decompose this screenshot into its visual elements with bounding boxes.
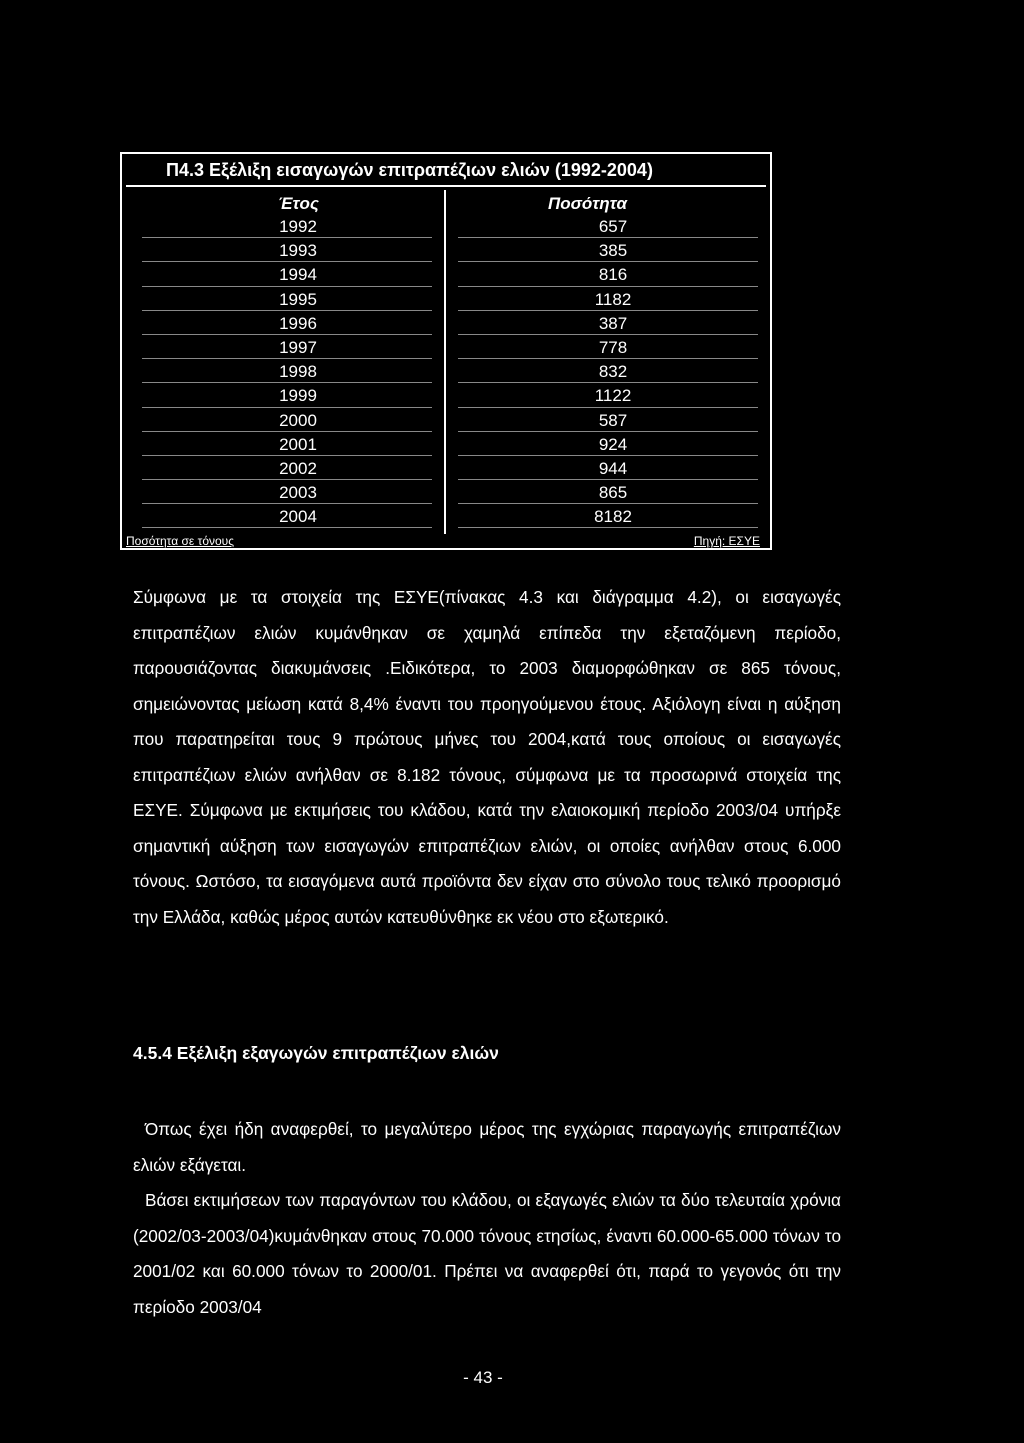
section-heading: 4.5.4 Εξέλιξη εξαγωγών επιτραπέζιων ελιών — [133, 1043, 499, 1063]
paragraph-exports-estimates: Βάσει εκτιμήσεων των παραγόντων του κλάδου, οι εξαγωγές ελιών τα δύο τελευταία χρόνια (2002/03-2003/04)κυμάνθηκαν στους 70.000 τόνους ετησίως, έναντι 60.000-65.000 τόνων το 2001/02 και 60.000 τόνων το 2000/01. Πρέπει να αναφερθεί ότι, παρά το γεγονός ότι την περίοδο 2003/04 — [133, 1190, 841, 1317]
cell-year: 1996 — [279, 313, 317, 333]
table-title: Π4.3 Εξέλιξη εισαγωγών επιτραπέζιων ελιών (1992-2004) — [166, 160, 653, 180]
paragraph-imports: Σύμφωνα με τα στοιχεία της ΕΣΥΕ(πίνακας 4.3 και διάγραμμα 4.2), οι εισαγωγές επιτραπέζιων ελιών κυμάνθηκαν σε χαμηλά επίπεδα την εξεταζόμενη περίοδο, παρουσιάζοντας διακυμάνσεις .Ειδικότερα, το 2003 διαμορφώθηκαν σε 865 τόνους, σημειώνοντας μείωση κατά 8,4% έναντι του προηγούμενου έτους. Αξιόλογη είναι η αύξηση που παρατηρείται τους 9 πρώτους μήνες του 2004,κατά τους οποίους οι εισαγωγές επιτραπέζιων ελιών ανήλθαν σε 8.182 τόνους, σύμφωνα με τα προσωρινά στοιχεία της ΕΣΥΕ. Σύμφωνα με εκτιμήσεις του κλάδου, κατά την ελαιοκομική περίοδο 2003/04 υπήρξε σημαντική αύξηση των εισαγωγών επιτραπέζιων ελιών, οι οποίες ανήλθαν στους 6.000 τόνους. Ωστόσο, τα εισαγόμενα αυτά προϊόντα δεν είχαν στο σύνολο τους τελικό προορισμό την Ελλάδα, καθώς μέρος αυτών κατευθύνθηκε εκ νέου στο εξωτερικό. — [133, 587, 841, 927]
table-row — [122, 383, 770, 407]
cell-quantity: 385 — [598, 241, 628, 261]
cell-quantity: 387 — [598, 313, 628, 333]
table-row — [122, 432, 770, 456]
cell-year: 2000 — [279, 410, 317, 430]
cell-quantity: 1182 — [594, 289, 632, 309]
title-divider — [126, 185, 766, 187]
cell-quantity: 1122 — [594, 386, 632, 406]
source-note: Πηγή: ΕΣΥΕ — [693, 534, 760, 548]
row-rule — [458, 527, 758, 528]
paragraph-exports-intro: Όπως έχει ήδη αναφερθεί, το μεγαλύτερο μέρος της εγχώριας παραγωγής επιτραπέζιων ελιών εξάγεται. — [133, 1119, 841, 1175]
table-row — [122, 311, 770, 335]
table-row — [122, 480, 770, 504]
cell-year: 1992 — [279, 217, 317, 236]
cell-year: 2004 — [279, 507, 317, 527]
unit-note: Ποσότητα σε τόνους — [126, 534, 235, 548]
table-row — [122, 214, 770, 238]
cell-year: 1993 — [279, 241, 317, 261]
cell-year: 1994 — [279, 265, 317, 285]
table-row — [122, 238, 770, 262]
table-row — [122, 262, 770, 286]
row-rule — [142, 527, 432, 528]
table-row — [122, 504, 770, 528]
table-row — [122, 335, 770, 359]
cell-year: 2001 — [279, 434, 317, 454]
imports-table — [120, 152, 772, 550]
cell-year: 2003 — [279, 483, 317, 503]
cell-quantity: 587 — [598, 410, 628, 430]
cell-quantity: 832 — [598, 362, 628, 382]
cell-quantity: 778 — [598, 337, 628, 357]
header-year: Έτος — [278, 194, 319, 213]
cell-year: 2002 — [279, 458, 317, 478]
table-row — [122, 359, 770, 383]
cell-year: 1997 — [279, 337, 317, 357]
cell-quantity: 657 — [598, 217, 628, 236]
cell-quantity: 924 — [598, 434, 628, 454]
table-row — [122, 456, 770, 480]
cell-year: 1998 — [279, 362, 317, 382]
table-body — [122, 214, 770, 528]
cell-year: 1999 — [279, 386, 317, 406]
cell-quantity: 865 — [598, 483, 628, 503]
cell-year: 1995 — [279, 289, 317, 309]
table-row — [122, 408, 770, 432]
header-quantity: Ποσότητα — [548, 194, 628, 213]
table-row — [122, 287, 770, 311]
page-number: - 43 - — [463, 1368, 503, 1387]
cell-quantity: 8182 — [594, 507, 632, 527]
cell-quantity: 944 — [598, 458, 628, 478]
cell-quantity: 816 — [598, 265, 628, 285]
